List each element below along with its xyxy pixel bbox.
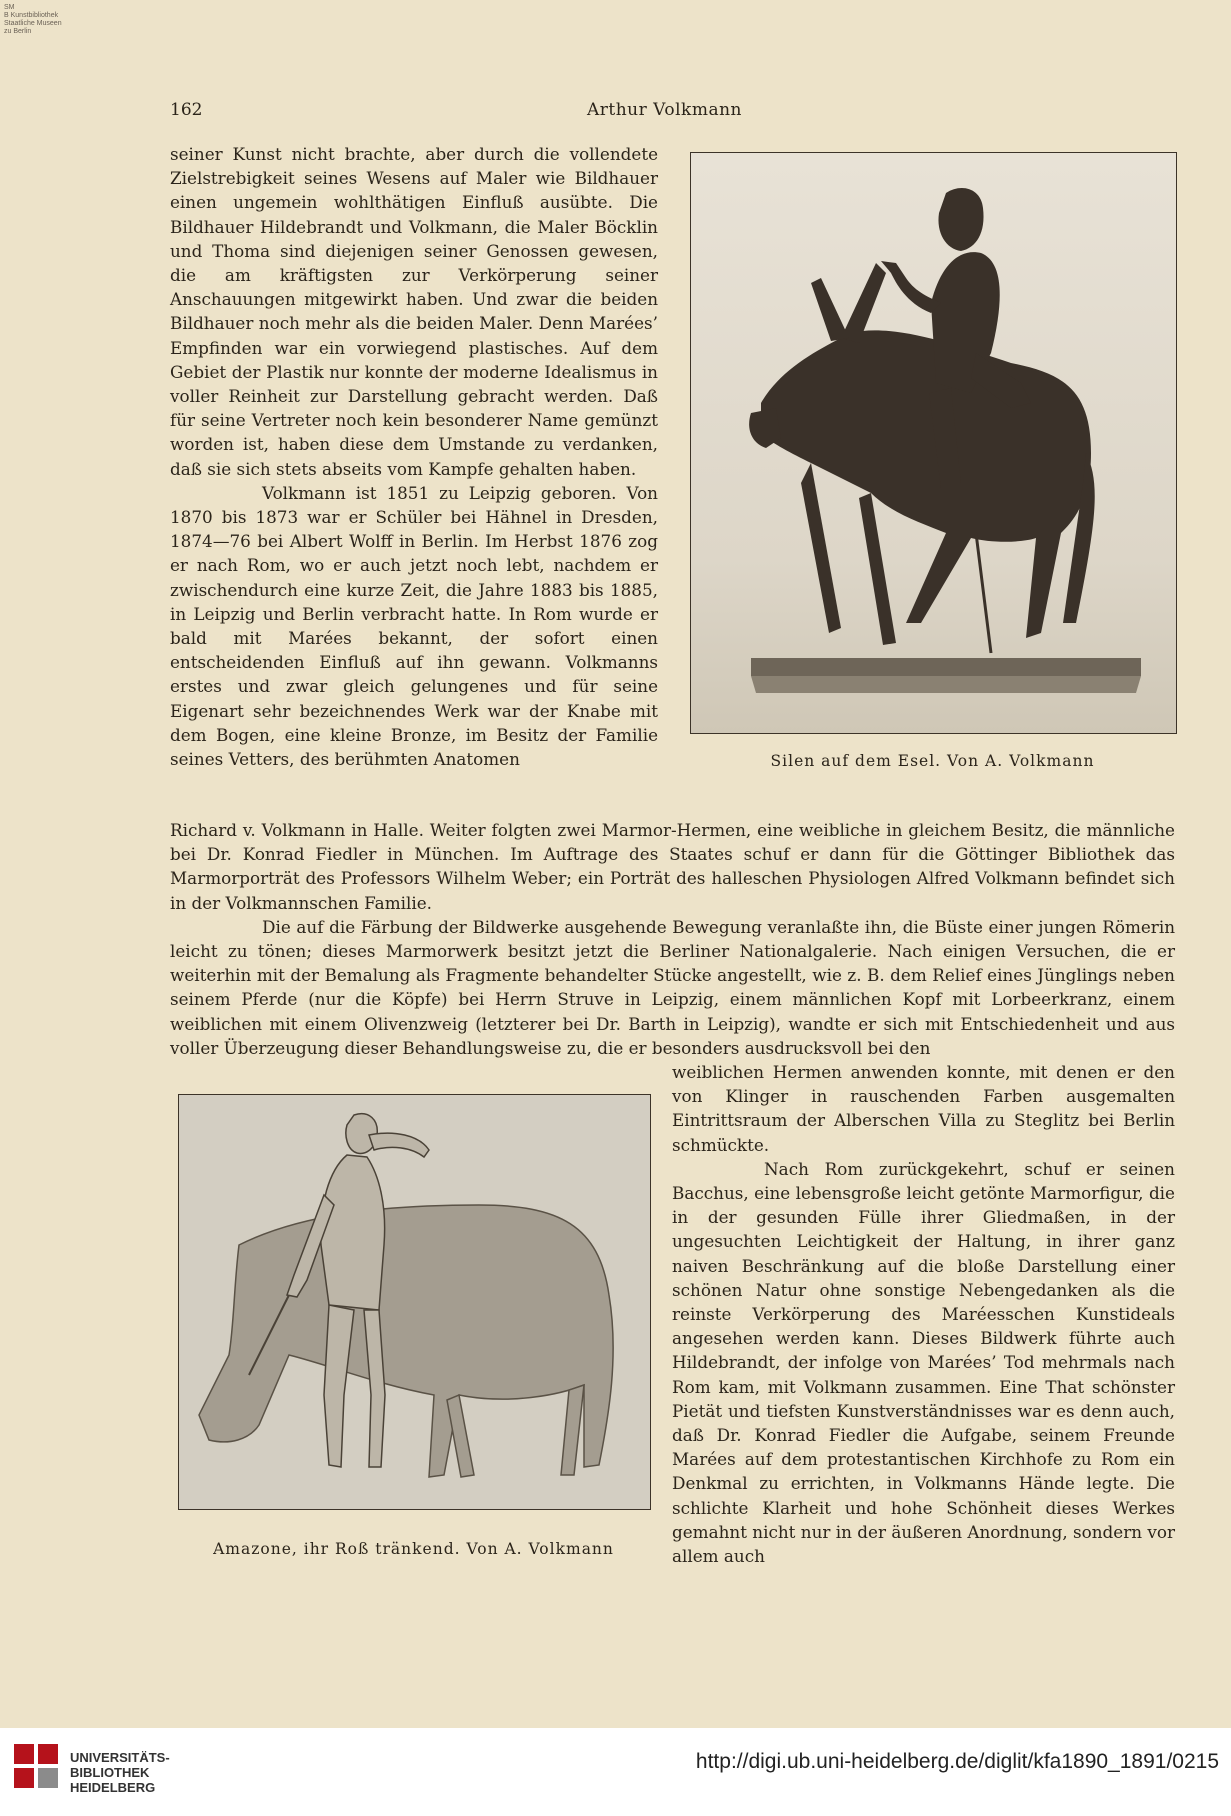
amazone-horse-illustration bbox=[179, 1095, 650, 1509]
silen-caption: Silen auf dem Esel. Von A. Volkmann bbox=[770, 752, 1095, 770]
right-column-text bbox=[672, 1060, 1175, 1568]
running-title: Arthur Volkmann bbox=[586, 100, 742, 120]
left-column-text bbox=[170, 142, 658, 771]
paragraph: Volkmann ist 1851 zu Leipzig geboren. Von 1870 bis 1873 war er Schüler bei Hähnel in Dresden, 1874—76 bei Albert Wolff in Berlin. Im Herbst 1876 zog er nach Rom, wo er auch jetzt noch lebt, nachdem er zwischendurch eine kurze Zeit, die Jahre 1883 bis 1885, in Leipzig und Berlin verbracht hatte. In Rom wurde er bald mit Marées bekannt, der sofort einen entscheidenden Einfluß auf ihn gewann. Volkmanns erstes und zwar gleich gelungenes und für seine Eigenart sehr bezeichnendes Werk war der Knabe mit dem Bogen, eine kleine Bronze, im Besitz der Familie seines Vetters, des berühmten Anatomen bbox=[170, 482, 658, 770]
library-name-line: HEIDELBERG bbox=[70, 1780, 156, 1795]
silen-donkey-illustration bbox=[691, 153, 1176, 733]
paragraph: Nach Rom zurückgekehrt, schuf er seinen Bacchus, eine lebensgroße leicht getönte Marmorfigur, die in der gesunden Fülle ihrer Gliedmaßen, in der ungesuchten Leichtigkeit der Haltung, in ihrer ganz naiven Beschränkung auf die bloße Darstellung einer schönen Natur ohne sonstige Nebengedanken als die reinste Verkörperung des Maréesschen Kunstideals angesehen werden kann. Dieses Bildwerk führte auch Hildebrandt, der infolge von Marées’ Tod mehrmals nach Rom kam, mit Volkmann zusammen. Eine That schönster Pietät und tiefsten Kunstverständnisses war es denn auch, daß Dr. Konrad Fiedler die Aufgabe, seinem Freunde Marées auf dem protestantischen Kirchhofe zu Rom ein Denkmal zu errichten, in Volkmanns Hände legte. Die schlichte Klarheit und hohe Schönheit dieses Werkes gemahnt nicht nur in der äußeren Anordnung, sondern vor allem auch bbox=[672, 1158, 1175, 1567]
library-name-line: BIBLIOTHEK bbox=[70, 1765, 150, 1780]
stamp-line: B Kunstbibliothek bbox=[4, 12, 59, 19]
university-logo-icon bbox=[14, 1744, 60, 1794]
silen-figure bbox=[690, 152, 1177, 734]
amazone-figure bbox=[178, 1094, 651, 1510]
stamp-line: SM bbox=[4, 4, 15, 11]
paragraph: seiner Kunst nicht brachte, aber durch die vollendete Zielstrebigkeit seines Wesens auf Maler wie Bildhauer einen ungemein wohlthätigen Einfluß ausübte. Die Bildhauer Hildebrandt und Volkmann, die Maler Böcklin und Thoma sind diejenigen seiner Genossen gewesen, die am kräftigsten zur Verkörperung seiner Anschauungen mitgewirkt haben. Und zwar die beiden Bildhauer noch mehr als die beiden Maler. Denn Marées’ Empfinden war ein vorwiegend plastisches. Auf dem Gebiet der Plastik nur konnte der moderne Idealismus in voller Reinheit zur Darstellung gebracht werden. Daß für seine Vertreter noch kein besonderer Name gemünzt worden ist, haben diese dem Umstande zu verdanken, daß sie sich stets abseits vom Kampfe gehalten haben. bbox=[170, 144, 658, 479]
paragraph: Die auf die Färbung der Bildwerke ausgehende Bewegung veranlaßte ihn, die Büste einer jungen Römerin leicht zu tönen; dieses Marmorwerk besitzt jetzt die Berliner Nationalgalerie. Nach einigen Versuchen, die er weiterhin mit der Bemalung als Fragmente behandelter Stücke angestellt, wie z. B. dem Relief eines Jünglings neben seinem Pferde (nur die Köpfe) bei Herrn Struve in Leipzig, einem männlichen Kopf mit Lorbeerkranz, einem weiblichen mit einem Olivenzweig (letzterer bei Dr. Barth in Leipzig), wandte er sich mit Entschiedenheit und aus voller Überzeugung dieser Behandlungsweise zu, die er besonders ausdrucksvoll bei den bbox=[170, 916, 1175, 1058]
library-stamp bbox=[4, 4, 62, 36]
page-number: 162 bbox=[170, 100, 203, 120]
amazone-caption: Amazone, ihr Roß tränkend. Von A. Volkmann bbox=[213, 1540, 614, 1558]
library-name-line: UNIVERSITÄTS- bbox=[70, 1750, 170, 1765]
paragraph: weiblichen Hermen anwenden konnte, mit denen er den von Klinger in rauschenden Farben ausgemalten Eintrittsraum der Alberschen Villa zu Steglitz bei Berlin schmückte. bbox=[672, 1062, 1175, 1155]
source-url-link[interactable]: http://digi.ub.uni-heidelberg.de/diglit/kfa1890_1891/0215 bbox=[695, 1750, 1219, 1773]
sculpture-base bbox=[751, 658, 1141, 676]
library-name bbox=[70, 1750, 170, 1795]
full-width-text bbox=[170, 818, 1175, 1060]
paragraph: Richard v. Volkmann in Halle. Weiter folgten zwei Marmor-Hermen, eine weibliche in gleichem Besitz, die männliche bei Dr. Konrad Fiedler in München. Im Auftrage des Staates schuf er dann für die Göttinger Bibliothek das Marmorporträt des Professors Wilhelm Weber; ein Porträt des halleschen Physiologen Alfred Volkmann befindet sich in der Volkmannschen Familie. bbox=[170, 820, 1175, 913]
stamp-line: zu Berlin bbox=[4, 28, 32, 35]
stamp-line: Staatliche Museen bbox=[4, 20, 62, 27]
